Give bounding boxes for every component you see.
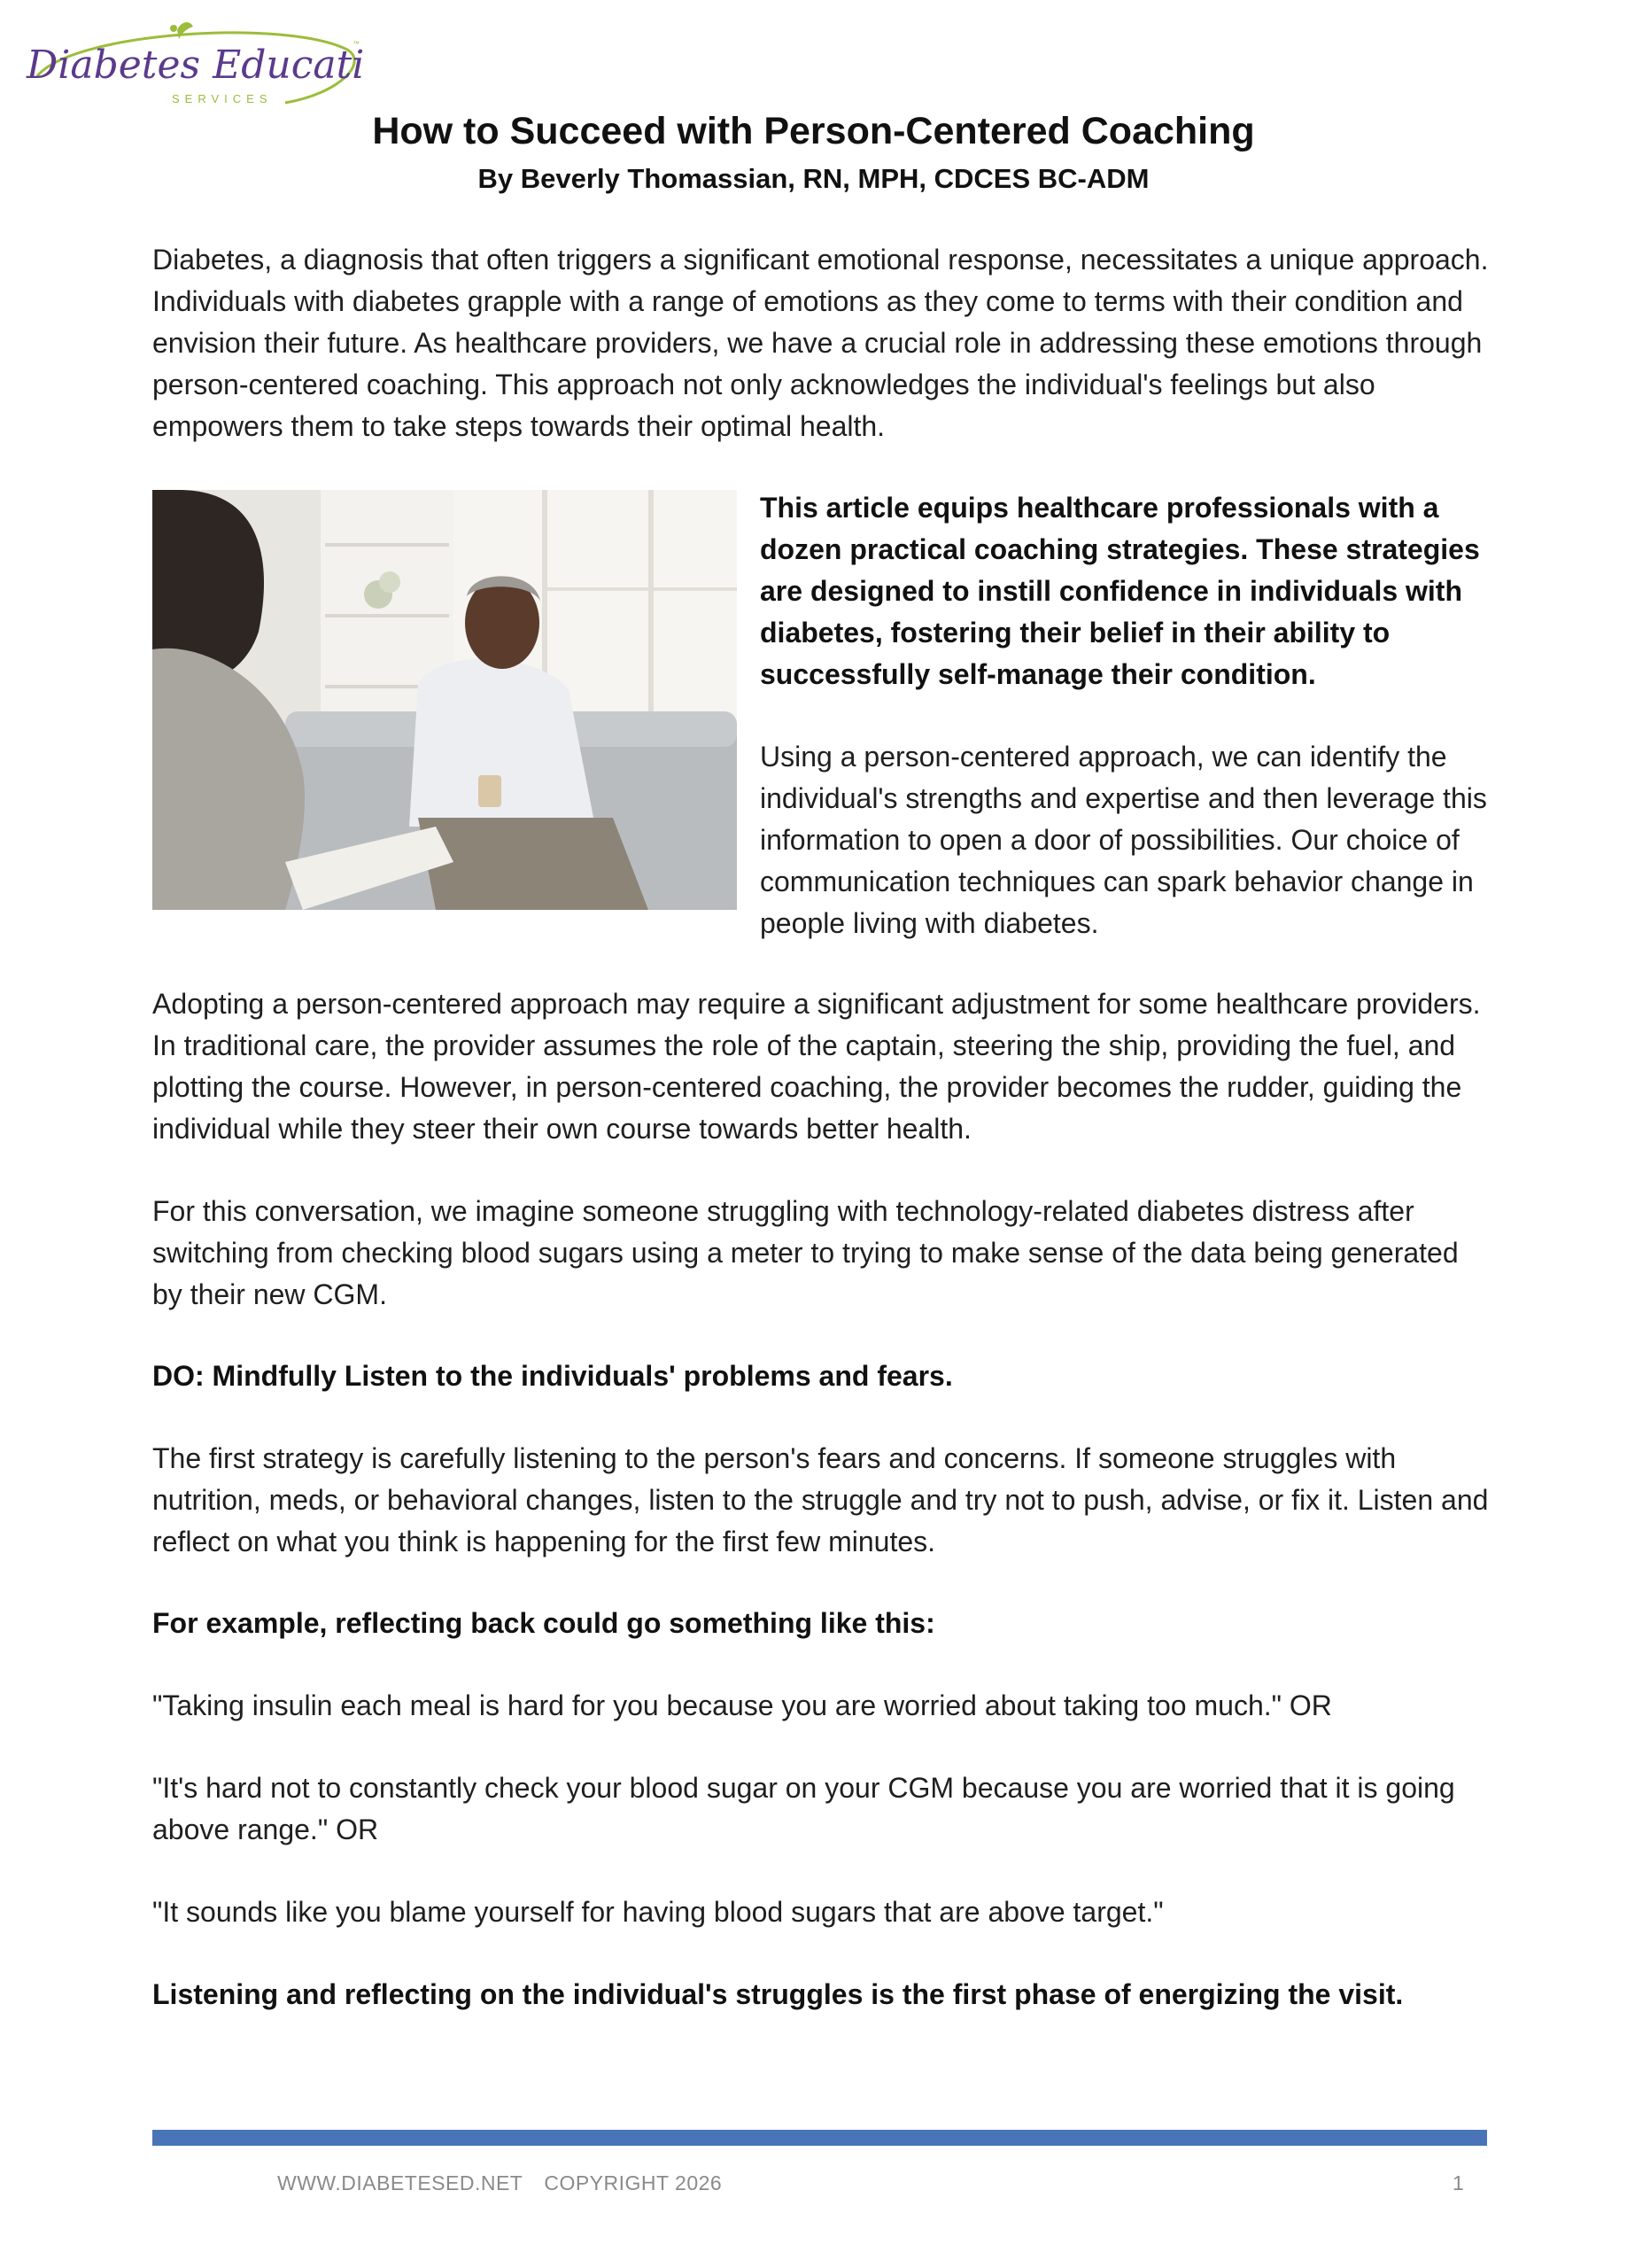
footer-website-link[interactable]: WWW.DIABETESED.NET: [277, 2171, 523, 2194]
example-heading: For example, reflecting back could go something like this:: [152, 1607, 935, 1639]
footer-rule: [152, 2130, 1487, 2146]
example-quote-2: "It's hard not to constantly check your blood sugar on your CGM because you are worried that it is going above range." OR: [152, 1772, 1455, 1845]
coaching-photo: [152, 490, 737, 910]
example-quote-1: "Taking insulin each meal is hard for you because you are worried about taking too much." OR: [152, 1689, 1332, 1721]
conversation-paragraph: For this conversation, we imagine someone struggling with technology-related diabetes distress after switching from checking blood sugars using a meter to trying to make sense of the data being generated by their new CGM.: [152, 1195, 1459, 1310]
intro-paragraph: Diabetes, a diagnosis that often triggers a significant emotional response, necessitates a unique approach. Individuals with diabetes grapple with a range of emotions as they come to terms with their condition and envision their future. As healthcare providers, we have a crucial role in addressing these emotions through person-centered coaching. This approach not only acknowledges the individual's feelings but also empowers them to take steps towards their optimal health.: [152, 244, 1489, 442]
logo: [19, 14, 365, 112]
logo-wordmark: Diabetes Educati: [27, 43, 365, 88]
page-number: 1: [1453, 2171, 1464, 2194]
closing-statement: Listening and reflecting on the individual's struggles is the first phase of energizing the visit.: [152, 1978, 1404, 2010]
footer-info: [277, 2171, 743, 2195]
author-byline: By Beverly Thomassian, RN, MPH, CDCES BC-ADM: [477, 163, 1150, 194]
page-title: How to Succeed with Person-Centered Coaching: [372, 110, 1255, 152]
footer-copyright: COPYRIGHT 2026: [544, 2171, 723, 2194]
logo-subtitle: SERVICES: [172, 92, 273, 105]
summary-paragraph: Using a person-centered approach, we can identify the individual's strengths and expertise and then leverage this information to open a door of possibilities. Our choice of communication techniques can spark behavior change in people living with diabetes.: [760, 741, 1487, 939]
adopting-paragraph: Adopting a person-centered approach may require a significant adjustment for some healthcare providers. In traditional care, the provider assumes the role of the captain, steering the ship, providing the fuel, and plotting the course. However, in person-centered coaching, the provider becomes the rudder, guiding the individual while they steer their own course towards better health.: [152, 988, 1481, 1145]
first-strategy-paragraph: The first strategy is carefully listening to the person's fears and concerns. If someone struggles with nutrition, meds, or behavioral changes, listen to the struggle and try not to push, advise, or fix it. Listen and reflect on what you think is happening for the first few minutes.: [152, 1442, 1489, 1557]
section-heading-listen: DO: Mindfully Listen to the individuals' problems and fears.: [152, 1360, 953, 1392]
example-quote-3: "It sounds like you blame yourself for having blood sugars that are above target.": [152, 1896, 1164, 1928]
summary-bold-paragraph: This article equips healthcare professionals with a dozen practical coaching strategies. These strategies are designed to instill confidence in individuals with diabetes, fostering their belief in their ability to successfully self-manage their condition.: [760, 492, 1480, 690]
logo-trademark: ™: [353, 40, 360, 48]
